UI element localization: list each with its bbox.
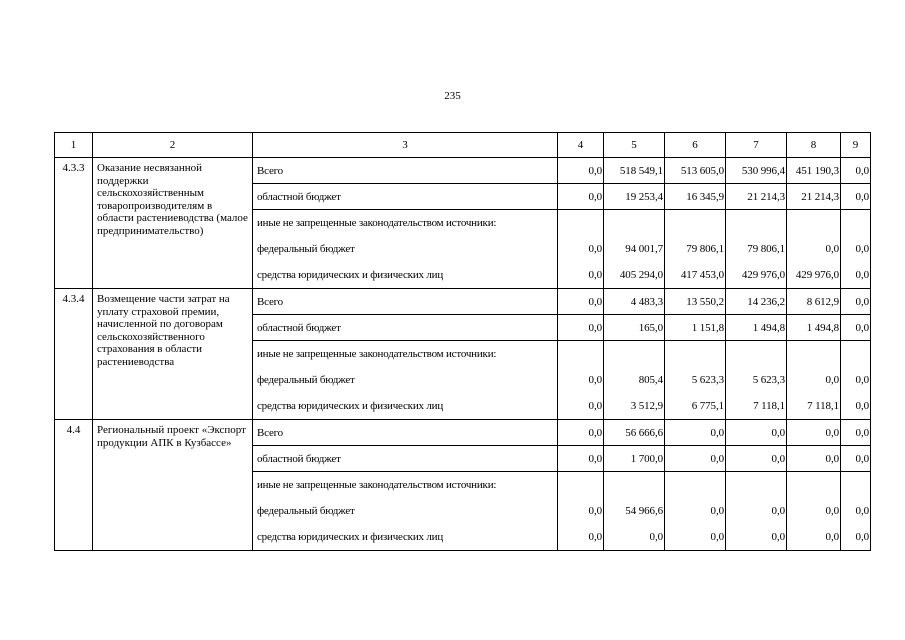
value-cell: 0,0 — [726, 446, 787, 472]
value-cell: 0,0 — [558, 262, 604, 289]
funding-source: иные не запрещенные законодательством источники: — [253, 210, 558, 237]
value-cell: 0,0 — [841, 158, 871, 184]
value-cell: 0,0 — [841, 420, 871, 446]
value-cell: 21 214,3 — [787, 184, 841, 210]
value-cell: 0,0 — [841, 446, 871, 472]
value-cell: 0,0 — [841, 289, 871, 315]
header-cell: 1 — [55, 133, 93, 158]
value-cell: 0,0 — [665, 446, 726, 472]
value-cell: 0,0 — [726, 498, 787, 524]
value-cell — [841, 210, 871, 237]
funding-source: областной бюджет — [253, 184, 558, 210]
row-measure-name: Региональный проект «Экспорт продукции АПК в Кузбассе» — [93, 420, 253, 551]
value-cell: 54 966,6 — [604, 498, 665, 524]
value-cell: 0,0 — [558, 315, 604, 341]
row-code: 4.4 — [55, 420, 93, 551]
funding-source: федеральный бюджет — [253, 367, 558, 393]
value-cell: 0,0 — [558, 393, 604, 420]
value-cell: 4 483,3 — [604, 289, 665, 315]
header-cell: 4 — [558, 133, 604, 158]
value-cell — [841, 341, 871, 368]
value-cell: 0,0 — [841, 367, 871, 393]
value-cell: 0,0 — [558, 420, 604, 446]
value-cell: 56 666,6 — [604, 420, 665, 446]
value-cell — [726, 472, 787, 499]
value-cell: 13 550,2 — [665, 289, 726, 315]
value-cell: 0,0 — [841, 393, 871, 420]
value-cell — [787, 472, 841, 499]
value-cell: 0,0 — [841, 524, 871, 551]
value-cell — [726, 341, 787, 368]
value-cell: 1 494,8 — [726, 315, 787, 341]
value-cell: 0,0 — [841, 315, 871, 341]
value-cell: 0,0 — [841, 184, 871, 210]
value-cell: 7 118,1 — [787, 393, 841, 420]
value-cell: 0,0 — [787, 367, 841, 393]
value-cell: 0,0 — [726, 524, 787, 551]
value-cell: 6 775,1 — [665, 393, 726, 420]
value-cell — [841, 472, 871, 499]
value-cell — [787, 341, 841, 368]
value-cell: 0,0 — [558, 289, 604, 315]
funding-source: средства юридических и физических лиц — [253, 524, 558, 551]
value-cell: 16 345,9 — [665, 184, 726, 210]
row-measure-name: Оказание несвязанной поддержки сельскохозяйственным товаропроизводителям в области растениеводства (малое предпринимательство) — [93, 158, 253, 289]
funding-source: средства юридических и физических лиц — [253, 262, 558, 289]
value-cell — [558, 210, 604, 237]
page-number: 235 — [444, 90, 461, 102]
value-cell: 79 806,1 — [665, 236, 726, 262]
header-cell: 7 — [726, 133, 787, 158]
budget-table — [54, 132, 871, 551]
row-code: 4.3.4 — [55, 289, 93, 420]
value-cell — [558, 472, 604, 499]
header-cell: 9 — [841, 133, 871, 158]
value-cell: 5 623,3 — [665, 367, 726, 393]
value-cell — [726, 210, 787, 237]
value-cell: 405 294,0 — [604, 262, 665, 289]
value-cell: 0,0 — [558, 446, 604, 472]
funding-source: областной бюджет — [253, 315, 558, 341]
value-cell: 429 976,0 — [726, 262, 787, 289]
value-cell: 530 996,4 — [726, 158, 787, 184]
value-cell: 0,0 — [841, 236, 871, 262]
value-cell: 1 151,8 — [665, 315, 726, 341]
value-cell: 1 494,8 — [787, 315, 841, 341]
value-cell: 518 549,1 — [604, 158, 665, 184]
funding-source: областной бюджет — [253, 446, 558, 472]
value-cell: 0,0 — [787, 236, 841, 262]
value-cell: 21 214,3 — [726, 184, 787, 210]
header-cell: 3 — [253, 133, 558, 158]
header-cell: 2 — [93, 133, 253, 158]
funding-source: иные не запрещенные законодательством источники: — [253, 341, 558, 368]
value-cell: 0,0 — [787, 420, 841, 446]
funding-source: иные не запрещенные законодательством источники: — [253, 472, 558, 499]
row-code: 4.3.3 — [55, 158, 93, 289]
value-cell: 805,4 — [604, 367, 665, 393]
value-cell — [665, 472, 726, 499]
value-cell: 0,0 — [726, 420, 787, 446]
value-cell — [558, 341, 604, 368]
value-cell — [665, 210, 726, 237]
value-cell: 0,0 — [558, 498, 604, 524]
header-cell: 8 — [787, 133, 841, 158]
value-cell — [604, 472, 665, 499]
funding-source: федеральный бюджет — [253, 236, 558, 262]
header-row — [55, 133, 871, 158]
funding-source: Всего — [253, 158, 558, 184]
funding-source: средства юридических и физических лиц — [253, 393, 558, 420]
value-cell: 19 253,4 — [604, 184, 665, 210]
value-cell — [787, 210, 841, 237]
value-cell: 94 001,7 — [604, 236, 665, 262]
table-row — [55, 289, 871, 315]
value-cell — [604, 341, 665, 368]
value-cell: 0,0 — [558, 367, 604, 393]
value-cell: 451 190,3 — [787, 158, 841, 184]
table-row — [55, 158, 871, 184]
row-measure-name: Возмещение части затрат на уплату страховой премии, начисленной по договорам сельскохозяйственного страхования в области растениеводства — [93, 289, 253, 420]
value-cell: 429 976,0 — [787, 262, 841, 289]
value-cell: 0,0 — [841, 262, 871, 289]
funding-source: Всего — [253, 420, 558, 446]
header-cell: 6 — [665, 133, 726, 158]
value-cell: 8 612,9 — [787, 289, 841, 315]
value-cell: 0,0 — [558, 236, 604, 262]
value-cell — [604, 210, 665, 237]
value-cell: 513 605,0 — [665, 158, 726, 184]
value-cell: 0,0 — [558, 184, 604, 210]
value-cell: 0,0 — [787, 446, 841, 472]
value-cell: 0,0 — [558, 158, 604, 184]
value-cell: 0,0 — [665, 524, 726, 551]
header-cell: 5 — [604, 133, 665, 158]
funding-source: федеральный бюджет — [253, 498, 558, 524]
value-cell — [665, 341, 726, 368]
table-row — [55, 420, 871, 446]
value-cell: 7 118,1 — [726, 393, 787, 420]
value-cell: 79 806,1 — [726, 236, 787, 262]
value-cell: 0,0 — [787, 498, 841, 524]
value-cell: 5 623,3 — [726, 367, 787, 393]
value-cell: 165,0 — [604, 315, 665, 341]
value-cell: 0,0 — [787, 524, 841, 551]
funding-source: Всего — [253, 289, 558, 315]
value-cell: 14 236,2 — [726, 289, 787, 315]
value-cell: 3 512,9 — [604, 393, 665, 420]
value-cell: 0,0 — [665, 420, 726, 446]
value-cell: 0,0 — [558, 524, 604, 551]
value-cell: 0,0 — [841, 498, 871, 524]
value-cell: 417 453,0 — [665, 262, 726, 289]
value-cell: 0,0 — [604, 524, 665, 551]
value-cell: 1 700,0 — [604, 446, 665, 472]
value-cell: 0,0 — [665, 498, 726, 524]
